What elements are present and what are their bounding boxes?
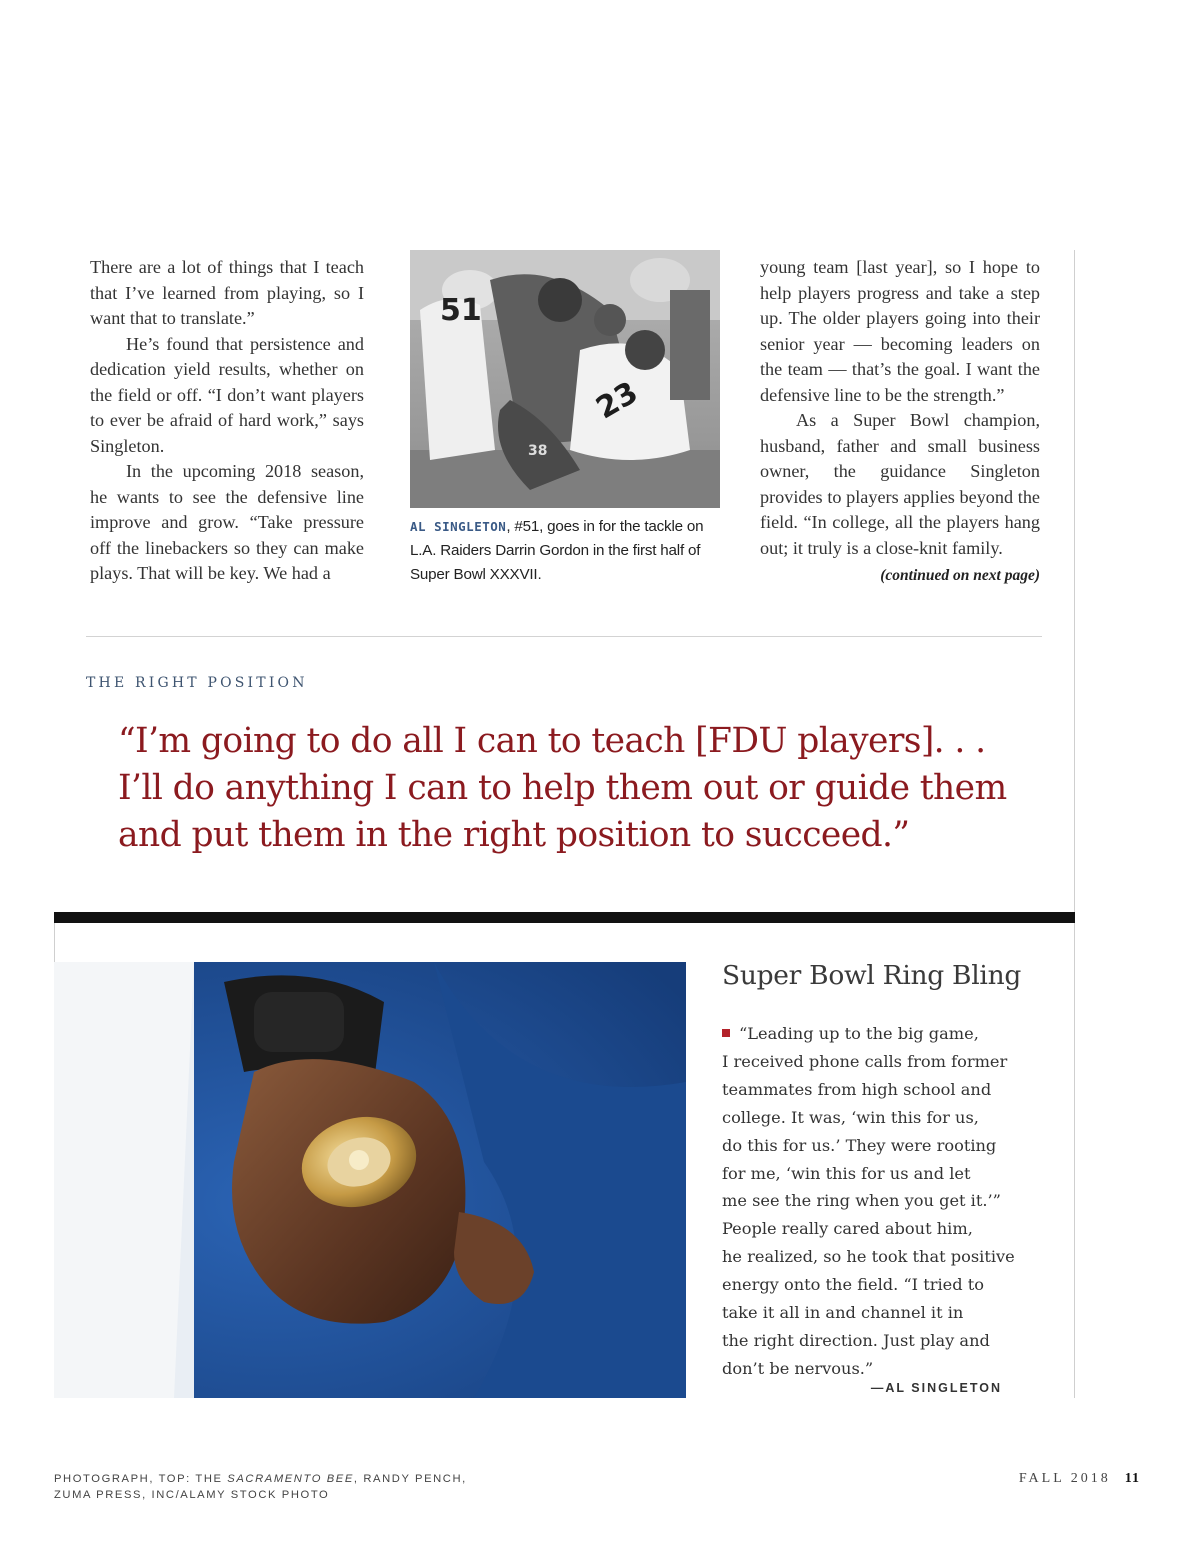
sidebar-line: teammates from high school and (722, 1079, 992, 1099)
pull-quote-line: and put them in the right position to succeed.” (118, 815, 910, 855)
section-divider (86, 636, 1042, 637)
sidebar-line: I received phone calls from former (722, 1051, 1008, 1071)
football-tackle-photo (410, 250, 720, 508)
sidebar-body (722, 1020, 1042, 1383)
sidebar-line: “Leading up to the big game, (722, 1020, 1042, 1048)
sidebar-line: People really cared about him, (722, 1219, 973, 1239)
article-column-left (90, 255, 364, 587)
photo-caption (410, 515, 720, 587)
article-paragraph: young team [last year], so I hope to help players progress and take a step up. The older players going into their senior year — becoming leaders on the team — that’s the goal. I want the defensive line to be the strength.” (760, 257, 1040, 405)
svg-text:38: 38 (528, 443, 548, 459)
pull-quote-line: I’ll do anything I can to help them out or guide them (118, 768, 1007, 808)
article-paragraph: He’s found that persistence and dedication yield results, whether on the field or off. “I don’t want players to ever be afraid of hard work,” says Singleton. (90, 333, 364, 456)
sidebar-line: do this for us.’ They were rooting (722, 1135, 997, 1155)
svg-text:51: 51 (440, 293, 482, 328)
sidebar-line: don’t be nervous.” (722, 1358, 874, 1378)
pull-quote (118, 718, 1058, 859)
caption-name: AL SINGLETON (410, 519, 507, 534)
caption-text: , #51, goes in for the tackle on L.A. Raiders Darrin Gordon in the first half of Super Bowl XXXVII. (410, 518, 704, 583)
sidebar-line: he realized, so he took that positive (722, 1247, 1015, 1267)
page-number: 11 (1124, 1471, 1140, 1486)
sidebar-line: take it all in and channel it in (722, 1303, 964, 1323)
pull-quote-line: “I’m going to do all I can to teach [FDU players]. . . (118, 721, 986, 761)
article-paragraph: In the upcoming 2018 season, he wants to see the defensive line improve and grow. “Take pressure off the linebackers so they can make plays. That will be key. We had a (90, 461, 364, 583)
sidebar-title: Super Bowl Ring Bling (722, 960, 1022, 991)
credit-line1-rest: , RANDY PENCH, (353, 1473, 467, 1485)
section-label: THE RIGHT POSITION (86, 675, 308, 691)
issue-season: FALL 2018 (1018, 1471, 1111, 1486)
frame-line-right-top (1074, 250, 1075, 912)
folio (1000, 1471, 1140, 1487)
sidebar-line: college. It was, ‘win this for us, (722, 1107, 979, 1127)
frame-line-right-bottom (1074, 923, 1075, 1398)
article-column-right (760, 255, 1040, 589)
article-paragraph: There are a lot of things that I teach that I’ve learned from playing, so I want that to translate.” (90, 257, 364, 328)
continued-note: (continued on next page) (880, 567, 1040, 584)
bullet-square-icon (722, 1029, 730, 1037)
thick-divider (54, 912, 1075, 923)
svg-text:23: 23 (590, 375, 644, 427)
credit-italic: SACRAMENTO BEE (227, 1473, 354, 1485)
article-paragraph: As a Super Bowl champion, husband, father and small business owner, the guidance Singleton provides to players applies beyond the field. “In college, all the players hang out; it truly is a close-knit family. (760, 410, 1040, 558)
sidebar-attribution: —AL SINGLETON (870, 1381, 1002, 1395)
credit-line2: ZUMA PRESS, INC/ALAMY STOCK PHOTO (54, 1488, 330, 1501)
sidebar-line: me see the ring when you get it.’” (722, 1191, 1001, 1211)
sidebar-line: energy onto the field. “I tried to (722, 1275, 984, 1295)
super-bowl-ring-photo (54, 962, 686, 1398)
sidebar-line: the right direction. Just play and (722, 1330, 990, 1350)
credit-prefix: PHOTOGRAPH, TOP: THE (54, 1473, 228, 1485)
photo-credit (54, 1472, 514, 1503)
sidebar-line: for me, ‘win this for us and let (722, 1163, 971, 1183)
